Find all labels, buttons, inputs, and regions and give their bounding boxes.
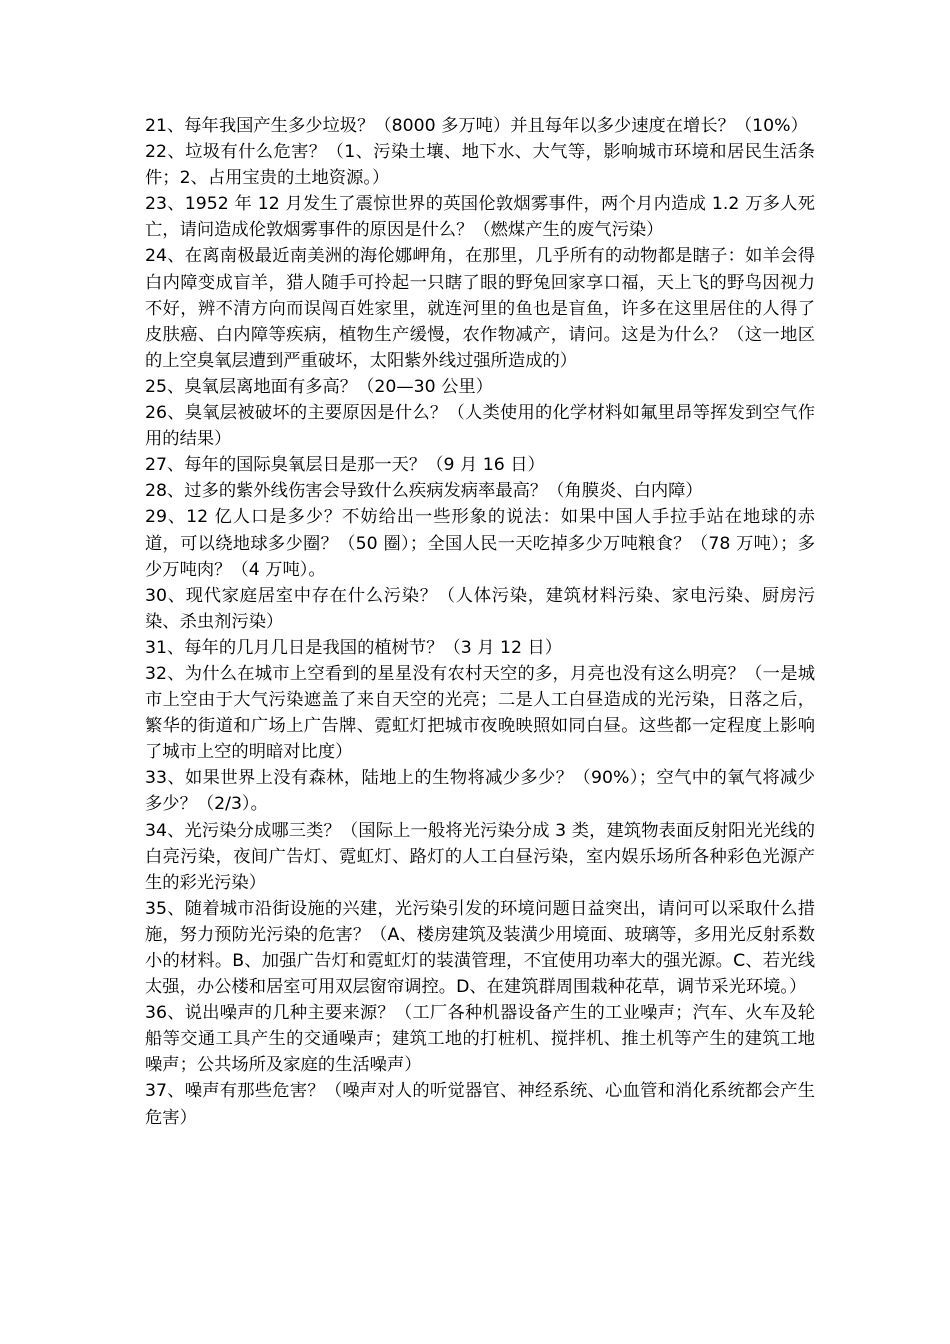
question-33: 33、如果世界上没有森林，陆地上的生物将减少多少？（90%）；空气中的氧气将减少多少？（2/3）。 (145, 768, 815, 815)
question-32: 32、为什么在城市上空看到的星星没有农村天空的多，月亮也没有这么明亮？（一是城市上空由于大气污染遮盖了来自天空的光亮；二是人工白昼造成的光污染，日落之后，繁华的街道和广场上广告牌、霓虹灯把城市夜晚映照如同白昼。这些都一定程度上影响了城市上空的明暗对比度） (145, 663, 815, 763)
question-31: 31、每年的几月几日是我国的植树节？（3 月 12 日） (145, 637, 563, 658)
question-27: 27、每年的国际臭氧层日是那一天？（9 月 16 日） (145, 455, 545, 476)
question-37: 37、噪声有那些危害？（噪声对人的听觉器官、神经系统、心血管和消化系统都会产生危害） (145, 1081, 815, 1128)
question-36: 36、说出噪声的几种主要来源？（工厂各种机器设备产生的工业噪声；汽车、火车及轮船等交通工具产生的交通噪声；建筑工地的打桩机、搅拌机、推土机等产生的建筑工地噪声；公共场所及家庭的生活噪声） (145, 1003, 815, 1076)
question-28: 28、过多的紫外线伤害会导致什么疾病发病率最高？（角膜炎、白内障） (145, 481, 703, 502)
question-22: 22、垃圾有什么危害？（1、污染土壤、地下水、大气等，影响城市环境和居民生活条件；2、占用宝贵的土地资源。） (145, 142, 815, 189)
question-25: 25、臭氧层离地面有多高？（20—30 公里） (145, 376, 493, 397)
document-page (145, 113, 815, 1131)
question-21: 21、每年我国产生多少垃圾？（8000 多万吨）并且每年以多少速度在增长？（10%） (145, 116, 808, 136)
question-34: 34、光污染分成哪三类？（国际上一般将光污染分成 3 类，建筑物表面反射阳光光线的白亮污染，夜间广告灯、霓虹灯、路灯的人工白昼污染，室内娱乐场所各种彩色光源产生的彩光污染） (145, 820, 815, 893)
question-23: 23、1952 年 12 月发生了震惊世界的英国伦敦烟雾事件，两个月内造成 1.2 万多人死亡，请问造成伦敦烟雾事件的原因是什么？（燃煤产生的废气污染） (145, 194, 815, 241)
question-30: 30、现代家庭居室中存在什么污染？（人体污染，建筑材料污染、家电污染、厨房污染、杀虫剂污染） (145, 585, 815, 632)
question-26: 26、臭氧层被破坏的主要原因是什么？（人类使用的化学材料如氟里昂等挥发到空气作用的结果） (145, 403, 815, 450)
question-29: 29、12 亿人口是多少？不妨给出一些形象的说法：如果中国人手拉手站在地球的赤道，可以绕地球多少圈？（50 圈）；全国人民一天吃掉多少万吨粮食？（78 万吨）；多少万吨肉？（4 万吨）。 (145, 507, 815, 580)
question-35: 35、随着城市沿街设施的兴建，光污染引发的环境问题日益突出，请问可以采取什么措施，努力预防光污染的危害？（A、楼房建筑及装潢少用境面、玻璃等，多用光反射系数小的材料。B、加强广告灯和霓虹灯的装潢管理，不宜使用功率大的强光源。C、若光线太强，办公楼和居室可用双层窗帘调控。D、在建筑群周围栽种花草，调节采光环境。） (145, 898, 815, 998)
question-24: 24、在离南极最近南美洲的海伦娜岬角，在那里，几乎所有的动物都是瞎子：如羊会得白内障变成盲羊，猎人随手可拎起一只瞎了眼的野兔回家享口福，天上飞的野鸟因视力不好，辨不清方向而误闯百姓家里，就连河里的鱼也是盲鱼，许多在这里居住的人得了皮肤癌、白内障等疾病，植物生产缓慢，农作物减产，请问。这是为什么？（这一地区的上空臭氧层遭到严重破坏，太阳紫外线过强所造成的） (145, 246, 815, 371)
